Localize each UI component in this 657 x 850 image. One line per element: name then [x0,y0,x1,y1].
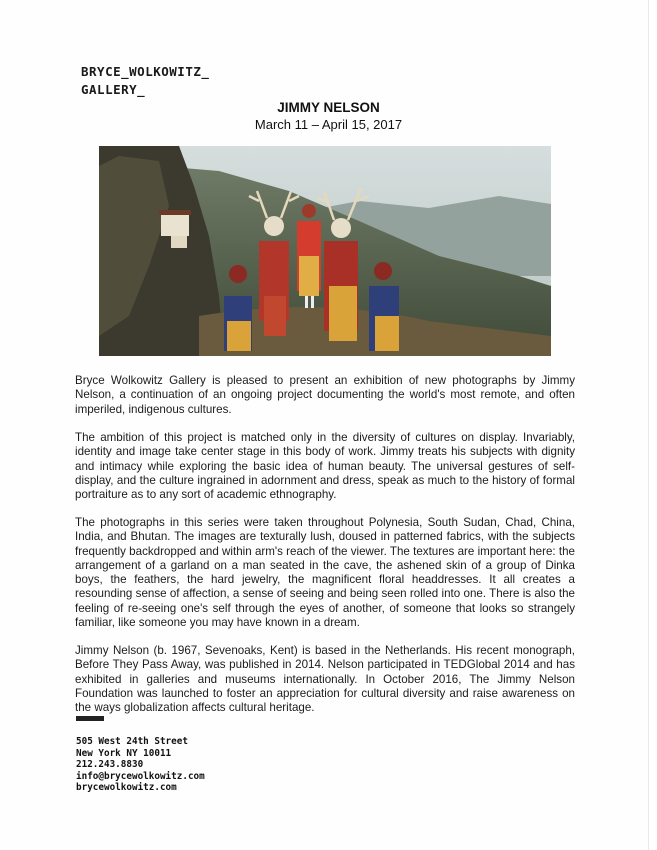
paragraph-ambition: The ambition of this project is matched only in the diversity of cultures on display. Invariably, identity and image take center stage in this body of work. Jimmy treats his subjects with dignity and intimacy while exploring the basic idea of human beauty. The universal gestures of self-display, and the culture ingrained in adornment and dress, speak as much to the history of formal portraiture as to any sort of academic ethnography. [75,431,575,502]
divider-bar [76,716,104,721]
street-address: 505 West 24th Street [76,736,188,747]
paragraph-bio: Jimmy Nelson (b. 1967, Sevenoaks, Kent) is based in the Netherlands. His recent monograph, Before They Pass Away, was published in 2014. Nelson participated in TEDGlobal 2014 and has exhibited in galleries and museums internationally. In October 2016, The Jimmy Nelson Foundation was launched to foster an appreciation for cultural diversity and raise awareness on the ways globalization affects cultural heritage. [75,644,575,715]
exhibition-dates: March 11 – April 15, 2017 [254,117,403,132]
logo-line-2: GALLERY_ [81,82,146,97]
exhibition-photo [99,146,551,356]
contact-block [76,736,205,794]
artist-name: JIMMY NELSON [277,100,380,115]
gallery-logo [81,63,209,99]
phone-number: 212.243.8830 [76,759,144,771]
email-address: info@brycewolkowitz.com [76,770,205,782]
logo-line-1: BRYCE_WOLKOWITZ_ [81,64,210,79]
paragraph-photographs: The photographs in this series were taken throughout Polynesia, South Sudan, Chad, China, India, and Bhutan. The images are texturally lush, doused in patterned fabrics, with the subjects frequently backdropped and within arm's reach of the viewer. The textures are important here: the arrangement of a garland on a man seated in the cave, the ashened skin of a group of Dinka boys, the feathers, the hard jewelry, the magnificent floral headdresses. It all creates a resounding sense of affection, a sense of seeing and being seen rolled into one. There is also the feeling of re-seeing one's self through the eyes of another, of someone that looks so strangely familiar, like someone you may have known in a dream. [75,516,575,630]
city-address: New York NY 10011 [76,747,172,759]
website-url: brycewolkowitz.com [76,782,177,794]
paragraph-intro: Bryce Wolkowitz Gallery is pleased to present an exhibition of new photographs by Jimmy Nelson, a continuation of an ongoing project documenting the world's most remote, and often imperiled, indigenous cultures. [75,374,575,416]
scan-edge [648,0,649,850]
